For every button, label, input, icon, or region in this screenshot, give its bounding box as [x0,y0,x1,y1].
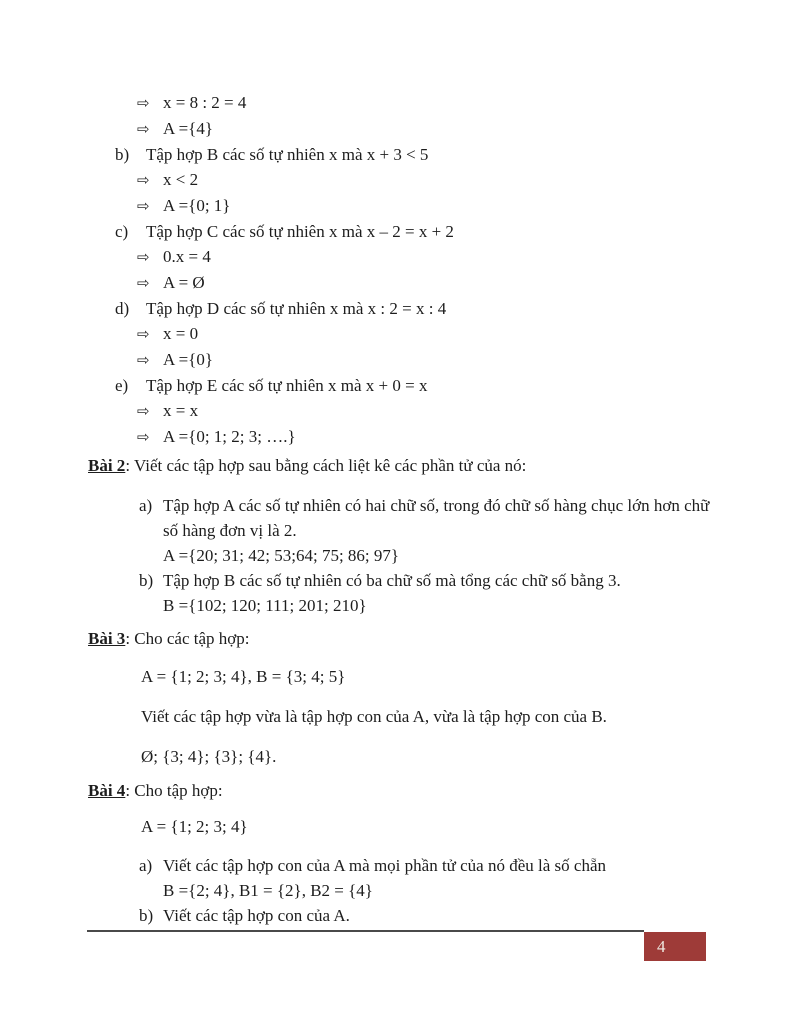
exercise-4-title: : Cho tập hợp: [125,781,223,800]
item-text: Viết các tập hợp con của A mà mọi phần tử của nó đều là số chẵn [163,856,606,875]
arrow-icon: ⇨ [137,274,150,292]
answer-set: B ={2; 4}, B1 = {2}, B2 = {4} [163,881,373,900]
answer-set: A ={20; 31; 42; 53;64; 75; 86; 97} [163,546,400,565]
solution-text: A ={4} [163,119,213,138]
item-text: Viết các tập hợp con của A. [163,906,350,925]
arrow-icon: ⇨ [137,197,150,215]
solution-text: 0.x = 4 [163,247,211,266]
exercise-4 [0,778,791,928]
solution-text: x = x [163,401,199,420]
exercise-2-heading [0,453,791,478]
solution-text: A ={0} [163,350,213,369]
exercise-2 [0,453,791,618]
solution-step [0,90,791,116]
item-label: b) [139,906,154,925]
arrow-icon: ⇨ [137,402,150,420]
exercise-1-continuation [0,90,791,450]
question-text: Viết các tập hợp vừa là tập hợp con của A, vừa là tập hợp con của B. [141,707,607,726]
page-number-badge [644,932,706,961]
exercise-item-d [0,296,791,321]
item-label: d) [115,299,130,318]
solution-step [0,244,791,270]
item-text: Tập hợp B các số tự nhiên có ba chữ số mà tổng các chữ số bằng 3. [163,571,621,590]
arrow-icon: ⇨ [137,120,150,138]
exercise-2-label: Bài 2 [88,456,126,475]
page-number: 4 [657,937,666,956]
solution-text: x = 8 : 2 = 4 [163,93,247,112]
solution-text: x < 2 [163,170,199,189]
exercise-3-label: Bài 3 [88,629,126,648]
item-label: a) [139,496,153,515]
arrow-icon: ⇨ [137,325,150,343]
solution-text: x = 0 [163,324,199,343]
given-set: A = {1; 2; 3; 4} [141,817,248,836]
exercise-4-heading [0,778,791,803]
footer-rule [87,930,644,932]
solution-step [0,321,791,347]
solution-step [0,116,791,142]
exercise-4-items [0,853,791,928]
exercise-item-a [0,853,791,878]
solution-step [0,398,791,424]
item-label: e) [115,376,129,395]
solution-step [0,193,791,219]
item-text: Tập hợp A các số tự nhiên có hai chữ số, trong đó chữ số hàng chục lớn hơn chữ số hàng đơn vị là 2. [163,496,710,540]
exercise-item-c [0,219,791,244]
exercise-3-heading [0,626,791,651]
item-label: a) [139,856,153,875]
answer-set: B ={102; 120; 111; 201; 210} [163,596,367,615]
exercise-item-a [0,493,791,543]
solution-text: A ={0; 1; 2; 3; ….} [163,427,296,446]
exercise-3-title: : Cho các tập hợp: [125,629,250,648]
exercise-item-b [0,903,791,928]
answer-sets: Ø; {3; 4}; {3}; {4}. [141,747,277,766]
arrow-icon: ⇨ [137,248,150,266]
solution-text: A ={0; 1} [163,196,231,215]
item-text: Tập hợp B các số tự nhiên x mà x + 3 < 5 [146,145,429,164]
item-label: c) [115,222,129,241]
solution-step [0,347,791,373]
exercise-item-b [0,568,791,593]
exercise-2-title: : Viết các tập hợp sau bằng cách liệt kê các phần tử của nó: [125,456,527,475]
item-text: Tập hợp E các số tự nhiên x mà x + 0 = x [146,376,428,395]
solution-text: A = Ø [163,273,205,292]
solution-step [0,424,791,450]
exercise-3 [0,626,791,769]
solution-step [0,270,791,296]
arrow-icon: ⇨ [137,428,150,446]
arrow-icon: ⇨ [137,171,150,189]
given-sets: A = {1; 2; 3; 4}, B = {3; 4; 5} [141,667,346,686]
exercise-item-b [0,142,791,167]
item-label: b) [139,571,154,590]
exercise-item-e [0,373,791,398]
item-label: b) [115,145,130,164]
exercise-4-label: Bài 4 [88,781,126,800]
arrow-icon: ⇨ [137,94,150,112]
arrow-icon: ⇨ [137,351,150,369]
item-text: Tập hợp C các số tự nhiên x mà x – 2 = x + 2 [146,222,454,241]
item-text: Tập hợp D các số tự nhiên x mà x : 2 = x : 4 [146,299,447,318]
solution-step [0,167,791,193]
